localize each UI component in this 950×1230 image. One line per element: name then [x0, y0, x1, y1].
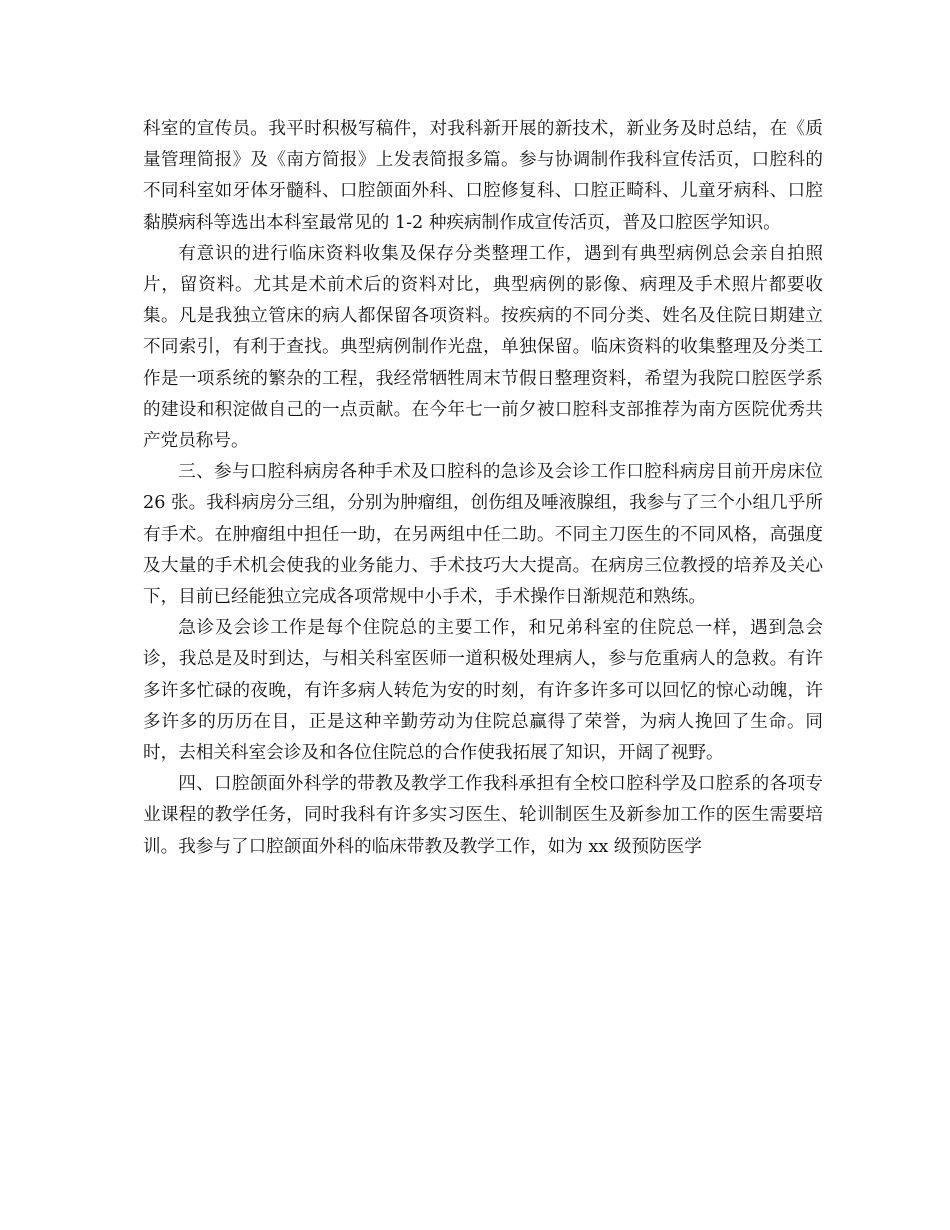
document-body: [143, 114, 823, 863]
paragraph-4: 急诊及会诊工作是每个住院总的主要工作，和兄弟科室的住院总一样，遇到急会诊，我总是及时到达，与相关科室医师一道积极处理病人，参与危重病人的急救。有许多许多忙碌的夜晚，有许多病人转危为安的时刻，有许多许多可以回忆的惊心动魄，许多许多的历历在目，正是这种辛勤劳动为住院总赢得了荣誉，为病人挽回了生命。同时，去相关科室会诊及和各位住院总的合作使我拓展了知识，开阔了视野。: [143, 618, 823, 764]
paragraph-5: 四、口腔颌面外科学的带教及教学工作我科承担有全校口腔科学及口腔系的各项专业课程的教学任务，同时我科有许多实习医生、轮训制医生及新参加工作的医生需要培训。我参与了口腔颌面外科的临床带教及教学工作，如为 xx 级预防医学: [143, 774, 823, 857]
paragraph-3: 三、参与口腔科病房各种手术及口腔科的急诊及会诊工作口腔科病房目前开房床位 26 张。我科病房分三组，分别为肿瘤组，创伤组及唾液腺组，我参与了三个小组几乎所有手术。在肿瘤组中担任一助，在另两组中任二助。不同主刀医生的不同风格，高强度及大量的手术机会使我的业务能力、手术技巧大大提高。在病房三位教授的培养及关心下，目前已经能独立完成各项常规中小手术，手术操作日渐规范和熟练。: [143, 462, 823, 608]
paragraph-2: 有意识的进行临床资料收集及保存分类整理工作，遇到有典型病例总会亲自拍照片，留资料。尤其是术前术后的资料对比，典型病例的影像、病理及手术照片都要收集。凡是我独立管床的病人都保留各项资料。按疾病的不同分类、姓名及住院日期建立不同索引，有利于查找。典型病例制作光盘，单独保留。临床资料的收集整理及分类工作是一项系统的繁杂的工程，我经常牺牲周末节假日整理资料，希望为我院口腔医学系的建设和积淀做自己的一点贡献。在今年七一前夕被口腔科支部推荐为南方医院优秀共产党员称号。: [143, 243, 823, 452]
paragraph-1: 科室的宣传员。我平时积极写稿件，对我科新开展的新技术，新业务及时总结，在《质量管理简报》及《南方简报》上发表简报多篇。参与协调制作我科宣传活页，口腔科的不同科室如牙体牙髓科、口腔颌面外科、口腔修复科、口腔正畸科、儿童牙病科、口腔黏膜病科等选出本科室最常见的 1-2 种疾病制作成宣传活页，普及口腔医学知识。: [143, 119, 823, 233]
